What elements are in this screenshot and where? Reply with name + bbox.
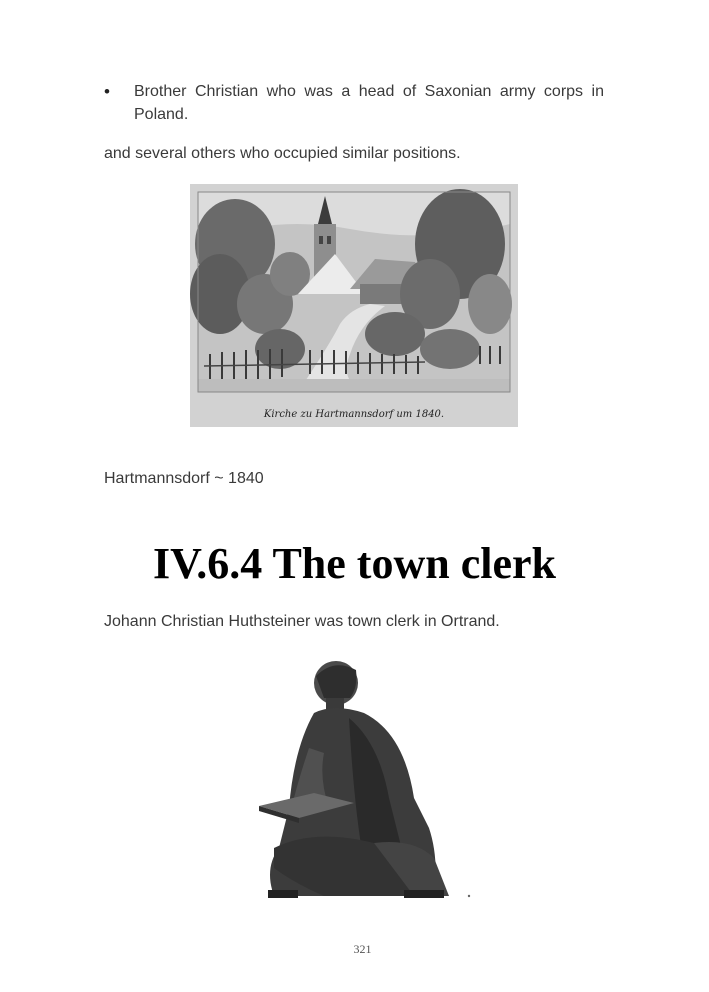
body-paragraph: Johann Christian Huthsteiner was town clerk in Ortrand. [104, 613, 500, 630]
page-number: 321 [353, 942, 372, 956]
church-engraving-image [190, 184, 518, 427]
figure-caption: Hartmannsdorf ~ 1840 [104, 470, 264, 487]
bullet-marker: • [104, 82, 110, 101]
section-heading: IV.6.4 The town clerk [153, 539, 556, 588]
engraving-caption: Kirche zu Hartmannsdorf um 1840. [263, 409, 445, 420]
bullet-text: Brother Christian who was a head of Saxonian army corps in Poland. [134, 83, 604, 123]
body-paragraph: and several others who occupied similar positions. [104, 145, 461, 162]
statue-photo-image [254, 658, 474, 900]
